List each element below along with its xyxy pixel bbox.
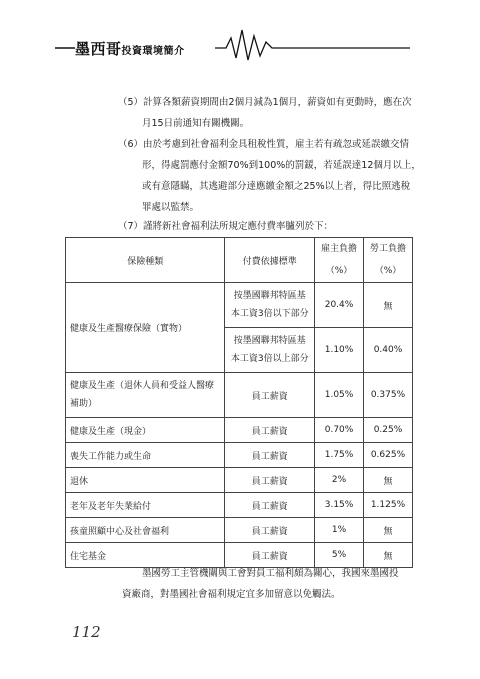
table-row: [66, 418, 413, 443]
cell-insurance-type: 老年及老年失業給付: [66, 493, 225, 518]
header-employer-unit: （%）: [325, 266, 353, 276]
table-row: [66, 493, 413, 518]
table-row: [66, 283, 413, 328]
cell-type-line: 補助）: [70, 399, 98, 409]
cell-basis: 員工薪資: [225, 518, 315, 543]
header-title: [75, 38, 185, 59]
cell-insurance-type: [66, 373, 225, 418]
cell-worker: 無: [364, 518, 413, 543]
paragraph-7: [118, 216, 333, 237]
paragraph-5: [118, 92, 412, 134]
paragraph-line: （6）由於考慮到社會福利金具租稅性質，雇主若有疏忽或延誤繳交情: [118, 139, 410, 150]
paragraph-line: 形，得處罰應付金額70%到100%的罰鍰，若延誤達12個月以上，: [142, 160, 421, 171]
cell-insurance-type: 健康及生產（現金）: [66, 418, 225, 443]
cell-employer: 3.15%: [315, 493, 364, 518]
cell-basis-line: 按墨國聯邦特區基: [233, 291, 306, 301]
cell-basis-line: 本工資3倍以下部分: [230, 309, 309, 319]
cell-worker: 無: [364, 543, 413, 568]
cell-basis: [225, 283, 315, 328]
header-subtitle: 投資環境簡介: [121, 46, 185, 57]
cell-employer: 1.05%: [315, 373, 364, 418]
cell-worker: 無: [364, 283, 413, 328]
cell-basis: 員工薪資: [225, 493, 315, 518]
cell-basis: 員工薪資: [225, 418, 315, 443]
cell-employer: 1%: [315, 518, 364, 543]
cell-basis: 員工薪資: [225, 468, 315, 493]
paragraph-line: 罪處以監禁。: [142, 202, 200, 213]
cell-basis: 員工薪資: [225, 543, 315, 568]
header-employer: [315, 238, 364, 283]
header-brand: 墨西哥: [75, 40, 122, 58]
cell-worker: 無: [364, 468, 413, 493]
page-number: 112: [72, 623, 101, 641]
table-row: [66, 443, 413, 468]
cell-worker: 0.40%: [364, 328, 413, 373]
cell-basis: [225, 328, 315, 373]
heartbeat-line-icon: [0, 0, 480, 70]
closing-paragraph: [122, 563, 399, 605]
table-row: [66, 468, 413, 493]
cell-employer: 5%: [315, 543, 364, 568]
header-employer-label: 雇主負擔: [321, 244, 358, 254]
cell-type-line: 健康及生產（退休人員和受益人醫療: [70, 381, 215, 391]
paragraph-line: 月15日前通知有關機關。: [142, 118, 250, 129]
cell-insurance-type: 健康及生產醫療保險（實物）: [66, 283, 225, 373]
cell-worker: 0.375%: [364, 373, 413, 418]
header-basis: 付費依據標準: [225, 238, 315, 283]
cell-insurance-type: 喪失工作能力或生命: [66, 443, 225, 468]
cell-basis: 員工薪資: [225, 443, 315, 468]
cell-insurance-type: 孩童照顧中心及社會福利: [66, 518, 225, 543]
cell-worker: 0.625%: [364, 443, 413, 468]
header-worker-unit: （%）: [374, 266, 402, 276]
paragraph-line: 墨國勞工主管機關與工會對員工福利頗為關心，我國來墨國投: [142, 568, 399, 579]
cell-basis-line: 按墨國聯邦特區基: [233, 336, 306, 346]
header-insurance-type: 保險種類: [66, 238, 225, 283]
paragraph-line: 資廠商，對墨國社會福利規定宜多加留意以免觸法。: [122, 589, 341, 600]
paragraph-line: （7）謹將新社會福利法所規定應付費率臚列於下：: [118, 221, 334, 232]
cell-employer: 2%: [315, 468, 364, 493]
cell-worker: 0.25%: [364, 418, 413, 443]
paragraph-line: 或有意隱瞞，其逃避部分達應繳金額之25%以上者，得比照逃稅: [142, 181, 411, 192]
paragraph-6: [118, 134, 421, 218]
table-header-row: [66, 238, 413, 283]
cell-basis-line: 本工資3倍以上部分: [230, 354, 309, 364]
cell-insurance-type: 住宅基金: [66, 543, 225, 568]
cell-employer: 0.70%: [315, 418, 364, 443]
table-row: [66, 518, 413, 543]
cell-worker: 1.125%: [364, 493, 413, 518]
cell-employer: 1.75%: [315, 443, 364, 468]
contribution-rates-table: [65, 237, 413, 568]
table-row: [66, 373, 413, 418]
header-worker-label: 勞工負擔: [369, 244, 406, 254]
header-worker: [364, 238, 413, 283]
cell-employer: 1.10%: [315, 328, 364, 373]
page-header: [0, 0, 480, 70]
cell-employer: 20.4%: [315, 283, 364, 328]
cell-insurance-type: 退休: [66, 468, 225, 493]
cell-basis: 員工薪資: [225, 373, 315, 418]
paragraph-line: （5）計算各類薪資期間由2個月減為1個月，薪資如有更動時，應在次: [118, 97, 412, 108]
